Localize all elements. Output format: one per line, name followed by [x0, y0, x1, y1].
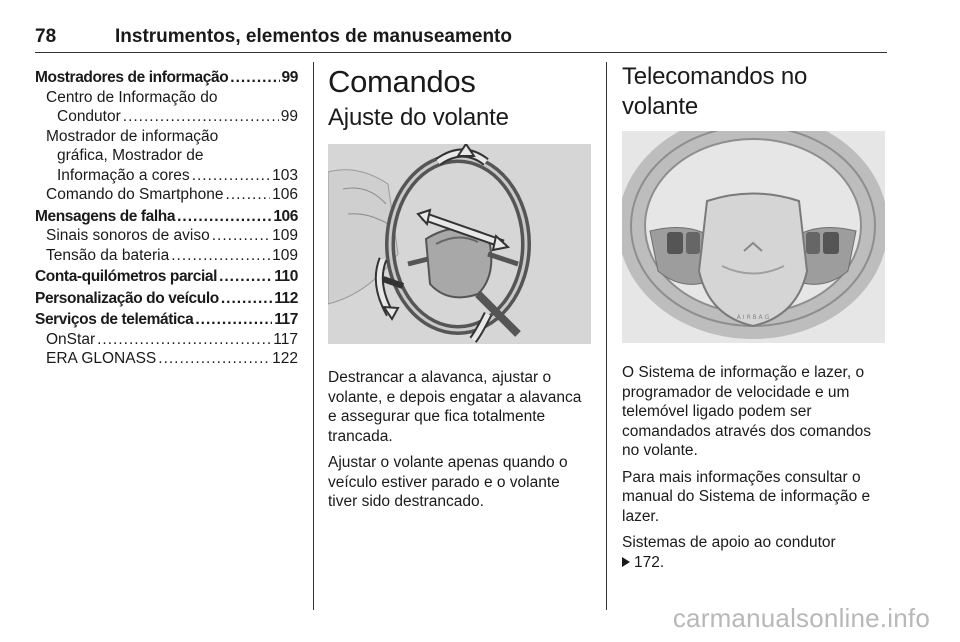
column-divider-right	[606, 62, 607, 610]
steering-remote-paragraph-2: Para mais informações consultar o manual do Sistema de informação e lazer.	[622, 468, 871, 525]
table-of-contents	[35, 68, 298, 369]
toc-entry-warning-chimes[interactable]: Sinais sonoros de aviso ..... 109	[35, 226, 298, 246]
toc-entry-smartphone[interactable]: Comando do Smartphone ..... 106	[35, 185, 298, 205]
toc-entry-battery-voltage[interactable]: Tensão da bateria ..... 109	[35, 246, 298, 266]
toc-entry-graphic-display[interactable]: Mostrador de informação gráfica, Mostrador de Informação a cores ..... 103	[35, 127, 298, 186]
steering-remote-column	[622, 60, 887, 572]
cross-reference-link[interactable]: 172.	[634, 553, 665, 571]
cross-reference-arrow-icon	[622, 557, 630, 567]
steering-remote-paragraph-3: Sistemas de apoio ao condutor 172.	[622, 534, 836, 571]
toc-entry-fault-messages[interactable]: Mensagens de falha ..... 106	[35, 207, 298, 227]
toc-entry-era-glonass[interactable]: ERA GLONASS ..... 122	[35, 349, 298, 369]
toc-entry-onstar[interactable]: OnStar ..... 117	[35, 330, 298, 350]
watermark: carmanualsonline.info	[672, 603, 930, 633]
toc-entry-driver-info-center[interactable]: Centro de Informação do Condutor ..... 99	[35, 88, 298, 127]
steering-wheel-controls-illustration	[622, 131, 885, 343]
toc-entry-personalization[interactable]: Personalização do veículo ..... 112	[35, 289, 298, 309]
page-header	[35, 26, 887, 53]
toc-entry-telematics[interactable]: Serviços de telemática ..... 117	[35, 310, 298, 330]
steering-adjustment-illustration	[328, 144, 591, 344]
column-divider-left	[313, 62, 314, 610]
toc-entry-trip-odometer[interactable]: Conta-quilómetros parcial ..... 110	[35, 267, 298, 287]
steering-adjustment-paragraph-2: Ajustar o volante apenas quando o veículo estiver parado e o volante tiver sido destrancado.	[328, 454, 568, 510]
controls-column	[328, 60, 593, 519]
page-title: Instrumentos, elementos de manuseamento	[115, 26, 512, 47]
page-number: 78	[35, 26, 57, 47]
steering-remote-paragraph-1: O Sistema de informação e lazer, o programador de velocidade e um telemóvel ligado podem ser comandados através dos comandos no volante.	[622, 364, 872, 459]
steering-adjustment-heading: Ajuste do volante	[328, 104, 509, 131]
steering-remote-heading: Telecomandos no volante	[622, 63, 808, 120]
steering-adjustment-paragraph-1: Destrancar a alavanca, ajustar o volante, e depois engatar a alavanca e assegurar que fica totalmente trancada.	[328, 369, 582, 445]
toc-entry-info-display[interactable]: Mostradores de informação ..... 99	[35, 68, 298, 88]
section-heading: Comandos	[328, 64, 476, 99]
svg-text:A I R B A G: A I R B A G	[736, 314, 770, 321]
